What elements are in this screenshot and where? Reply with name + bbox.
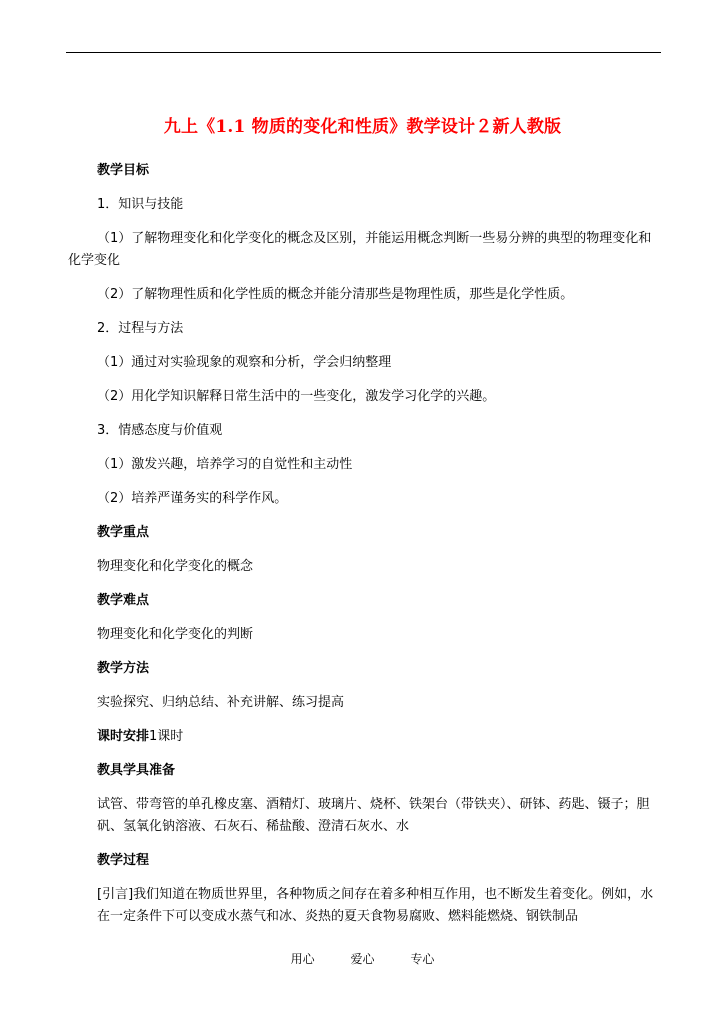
equipment-text: 试管、带弯管的单孔橡皮塞、酒精灯、玻璃片、烧杯、铁架台（带铁夹）、研钵、药匙、镊子；胆矾、氢氧化钠溶液、石灰石、稀盐酸、澄清石灰水、水	[97, 797, 650, 834]
goal-item-1-1: （1）了解物理变化和化学变化的概念及区别，并能运用概念判断一些易分辨的典型的物理变化和化学变化	[68, 231, 652, 268]
footer-word-3: 专心	[410, 952, 435, 966]
document-title: 九上《1.1 物质的变化和性质》教学设计２新人教版	[163, 117, 562, 137]
footer-word-1: 用心	[290, 952, 315, 966]
document-body	[68, 160, 663, 928]
goal-subheading-1: 1．知识与技能	[97, 197, 184, 212]
goal-item-1-2: （2）了解物理性质和化学性质的概念并能分清那些是物理性质，那些是化学性质。	[97, 287, 574, 302]
footer-word-2: 爱心	[350, 952, 375, 966]
process-text: [引言]我们知道在物质世界里，各种物质之间存在着多种相互作用，也不断发生着变化。例如，水在一定条件下可以变成水蒸气和冰、炎热的夏天食物易腐败、燃料能燃烧、钢铁制品	[97, 887, 654, 924]
section-heading-key: 教学重点	[97, 525, 150, 540]
goal-item-2-1: （1）通过对实验现象的观察和分析，学会归纳整理	[97, 355, 392, 370]
section-heading-difficulty: 教学难点	[97, 593, 150, 608]
goal-item-3-1: （1）激发兴趣，培养学习的自觉性和主动性	[97, 457, 353, 472]
difficulty-text: 物理变化和化学变化的判断	[97, 627, 254, 642]
schedule-line	[97, 726, 663, 748]
section-heading-process: 教学过程	[97, 853, 150, 868]
schedule-text: 1课时	[149, 729, 184, 744]
goal-item-3-2: （2）培养严谨务实的科学作风。	[97, 491, 288, 506]
method-text: 实验探究、归纳总结、补充讲解、练习提高	[97, 695, 345, 710]
goal-subheading-2: 2．过程与方法	[97, 321, 184, 336]
section-heading-equipment: 教具学具准备	[97, 763, 176, 778]
goal-subheading-3: 3．情感态度与价值观	[97, 423, 223, 438]
section-heading-method: 教学方法	[97, 661, 150, 676]
section-heading-schedule: 课时安排	[97, 729, 150, 744]
section-heading-goals: 教学目标	[97, 163, 150, 178]
key-text: 物理变化和化学变化的概念	[97, 559, 254, 574]
header-rule	[66, 52, 661, 53]
goal-item-2-2: （2）用化学知识解释日常生活中的一些变化，激发学习化学的兴趣。	[97, 389, 496, 404]
page-footer	[0, 950, 725, 967]
